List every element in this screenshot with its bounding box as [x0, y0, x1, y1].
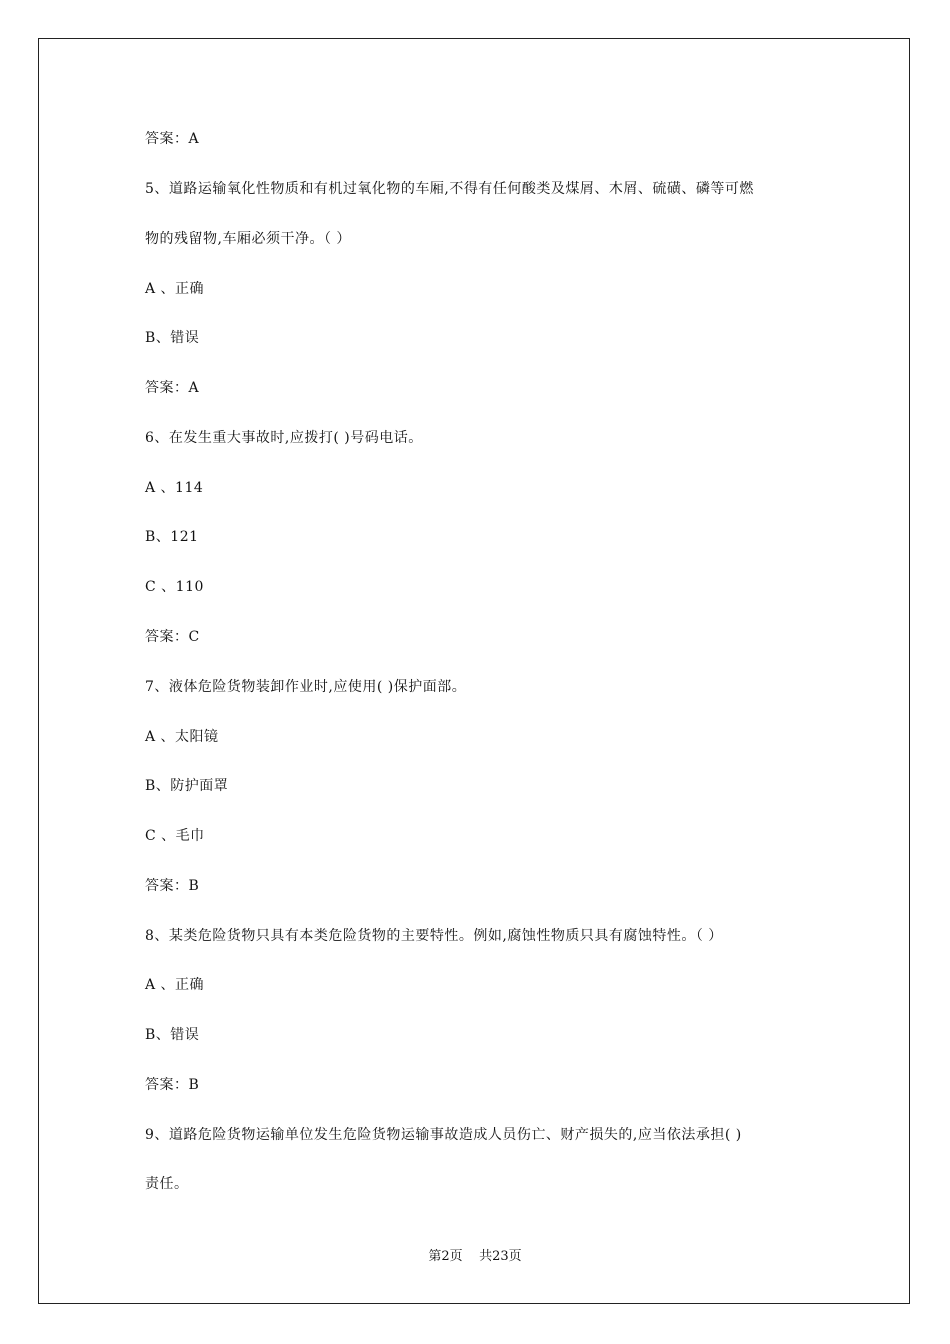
question-7-option-b: B、防护面罩	[145, 778, 229, 794]
page-border	[38, 38, 910, 1304]
answer-6: 答案：C	[145, 629, 200, 645]
question-7-option-a: A 、太阳镜	[145, 729, 219, 745]
question-7: 7、液体危险货物装卸作业时,应使用( )保护面部。	[145, 679, 467, 695]
question-8: 8、某类危险货物只具有本类危险货物的主要特性。例如,腐蚀性物质只具有腐蚀特性。（ ）	[145, 928, 723, 944]
question-5-line-2: 物的残留物,车厢必须干净。（ ）	[145, 231, 351, 247]
answer-8: 答案：B	[145, 1077, 200, 1093]
page-footer: 第2页 共23页	[428, 1249, 522, 1264]
answer-4: 答案：A	[145, 131, 200, 147]
question-8-option-a: A 、正确	[145, 977, 205, 993]
question-9-line-1: 9、道路危险货物运输单位发生危险货物运输事故造成人员伤亡、财产损失的,应当依法承担( )	[145, 1127, 742, 1143]
question-6-option-a: A 、114	[145, 480, 204, 496]
question-5-option-b: B、错误	[145, 330, 200, 346]
question-6: 6、在发生重大事故时,应拨打( )号码电话。	[145, 430, 423, 446]
answer-7: 答案：B	[145, 878, 200, 894]
question-8-option-b: B、错误	[145, 1027, 200, 1043]
question-7-option-c: C 、毛巾	[145, 828, 205, 844]
question-9-line-2: 责任。	[145, 1176, 189, 1192]
question-6-option-c: C 、110	[145, 579, 204, 595]
question-5-option-a: A 、正确	[145, 281, 205, 297]
question-6-option-b: B、121	[145, 529, 199, 545]
question-5-line-1: 5、道路运输氧化性物质和有机过氧化物的车厢,不得有任何酸类及煤屑、木屑、硫磺、磷等可燃	[145, 181, 754, 197]
answer-5: 答案：A	[145, 380, 200, 396]
